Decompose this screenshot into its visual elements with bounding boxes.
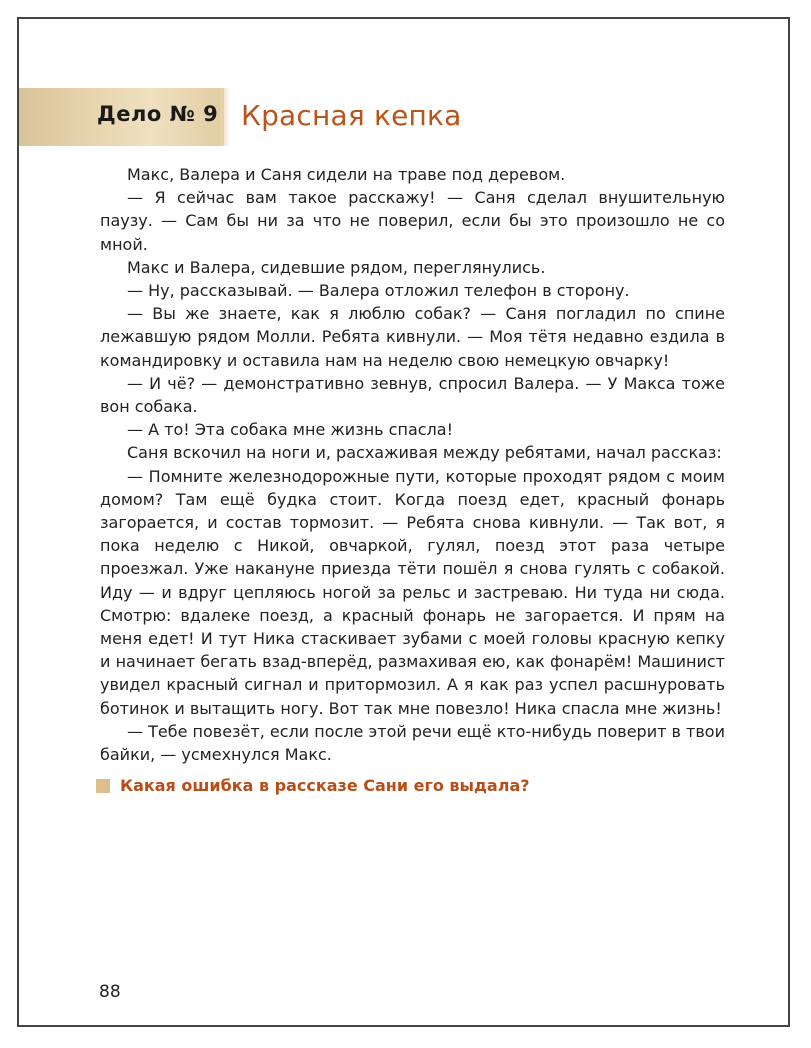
story-paragraph: — Я сейчас вам такое расскажу! — Саня сделал внушительную паузу. — Сам бы ни за что не поверил, если бы это произошло не со мной. — [100, 188, 725, 254]
story-paragraph: — Вы же знаете, как я люблю собак? — Саня погладил по спине лежавшую рядом Молли. Ребята кивнули. — Моя тётя недавно ездила в командировку и оставила нам на неделю свою немецкую овчарку! — [100, 304, 725, 370]
question-text: Какая ошибка в рассказе Сани его выдала? — [120, 776, 530, 795]
story-paragraph: — А то! Эта собака мне жизнь спасла! — [127, 420, 453, 440]
story-paragraph: — Помните железнодорожные пути, которые проходят рядом с моим домом? Там ещё будка стоит. Когда поезд едет, красный фонарь загорается, и состав тормозит. — Ребята снова кивнули. — Так вот, я пока неделю с Никой, овчаркой, гулял, поезд этот раза четыре проезжал. Уже накануне приезда тёти пошёл я снова гулять с собакой. Иду — и вдруг цепляюсь ногой за рельс и застреваю. Ни туда ни сюда. Смотрю: вдалеке поезд, а красный фонарь не загорается. И прям на меня едет! И тут Ника стаскивает зубами с моей головы красную кепку и начинает бегать взад-вперёд, размахивая ею, как фонарём! Машинист увидел красный сигнал и притормозил. А я как раз успел расшнуровать ботинок и вытащить ногу. Вот так мне повезло! Ника спасла мне жизнь! — [100, 466, 725, 718]
story-paragraph: — Тебе повезёт, если после этой речи ещё кто-нибудь поверит в твои байки, — усмехнулся Макс. — [100, 721, 725, 765]
case-title: Красная кепка — [241, 99, 462, 132]
story-paragraph: Макс, Валера и Саня сидели на траве под деревом. — [127, 165, 566, 184]
story-paragraph: Саня вскочил на ноги и, расхаживая между ребятами, начал рассказ: — [127, 443, 722, 463]
story-paragraph: — И чё? — демонстративно зевнув, спросил Валера. — У Макса тоже вон собака. — [100, 373, 725, 417]
question-block — [96, 776, 530, 795]
page-number: 88 — [99, 982, 121, 1002]
square-bullet-icon — [96, 779, 110, 793]
case-label-text: Дело № 9 — [97, 102, 219, 126]
story-text — [100, 163, 725, 766]
case-label-banner — [19, 88, 224, 146]
story-paragraph: Макс и Валера, сидевшие рядом, переглянулись. — [127, 257, 546, 277]
story-paragraph: — Ну, рассказывай. — Валера отложил телефон в сторону. — [127, 281, 630, 301]
